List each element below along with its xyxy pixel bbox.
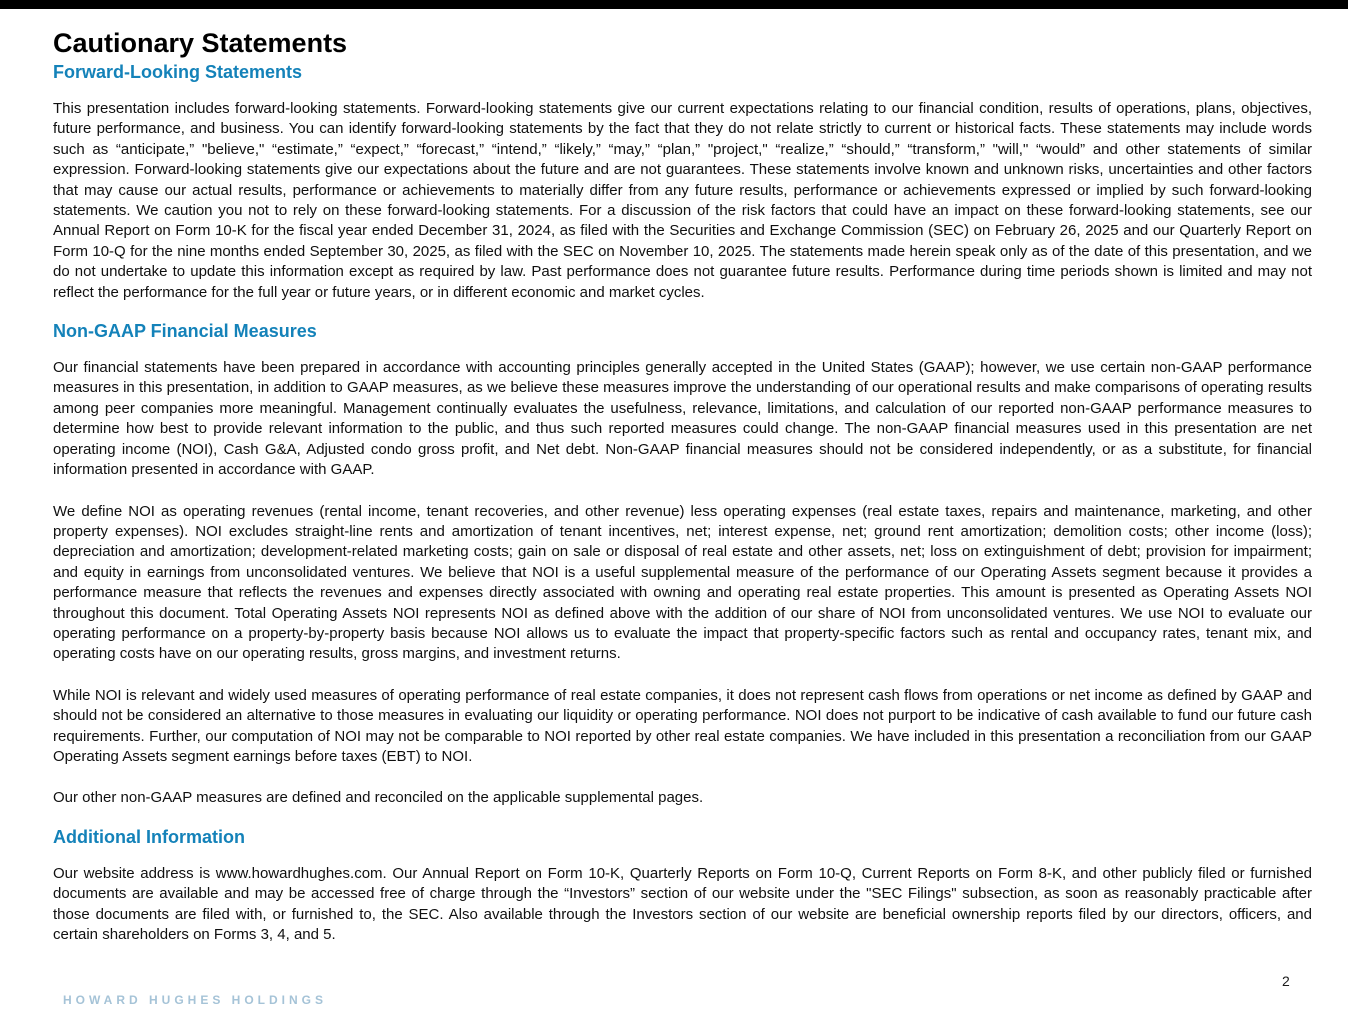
paragraph-noi-limitations: While NOI is relevant and widely used measures of operating performance of real estate companies, it does not represent cash flows from operations or net income as defined by GAAP and should not be considered an alternative to those measures in evaluating our liquidity or operating performance. NOI does not purport to be indicative of cash available to fund our future cash requirements. Further, our computation of NOI may not be comparable to NOI reported by other real estate companies. We have included in this presentation a reconciliation from our GAAP Operating Assets segment earnings before taxes (EBT) to NOI. (53, 686, 1312, 765)
paragraph-additional-information: Our website address is www.howardhughes.com. Our Annual Report on Form 10-K, Quarterly Reports on Form 10-Q, Current Reports on Form 8-K, and other publicly filed or furnished documents are available and may be accessed free of charge through the “Investors” section of our website under the "SEC Filings" subsection, as soon as reasonably practicable after those documents are filed with, or furnished to, the SEC. Also available through the Investors section of our website are beneficial ownership reports filed by our directors, officers, and certain shareholders on Forms 3, 4, and 5. (53, 864, 1312, 943)
page-number: 2 (1282, 973, 1290, 989)
company-wordmark: HOWARD HUGHES HOLDINGS (63, 993, 328, 1007)
paragraph-forward-looking: This presentation includes forward-looking statements. Forward-looking statements give our current expectations relating to our financial condition, results of operations, plans, objectives, future performance, and business. You can identify forward-looking statements by the fact that they do not relate strictly to current or historical facts. These statements may include words such as “anticipate,” "believe," “estimate,” “expect,” “forecast,” “intend,” “likely,” “may,” “plan,” "project," “realize,” “should,” “transform,” "will," “would” and other statements of similar expression. Forward-looking statements give our expectations about the future and are not guarantees. These statements involve known and unknown risks, uncertainties and other factors that may cause our actual results, performance or achievements to materially differ from any future results, performance or achievements expressed or implied by such forward-looking statements. We caution you not to rely on these forward-looking statements. For a discussion of the risk factors that could have an impact on these forward-looking statements, see our Annual Report on Form 10-K for the fiscal year ended December 31, 2024, as filed with the Securities and Exchange Commission (SEC) on February 26, 2025 and our Quarterly Report on Form 10-Q for the nine months ended September 30, 2025, as filed with the SEC on November 10, 2025. The statements made herein speak only as of the date of this presentation, and we do not undertake to update this information except as required by law. Past performance does not guarantee future results. Performance during time periods shown is limited and may not reflect the performance for the full year or future years, or in different economic and market cycles. (53, 100, 1312, 301)
top-black-bar (0, 0, 1348, 9)
paragraph-noi-definition: We define NOI as operating revenues (rental income, tenant recoveries, and other revenue) less operating expenses (real estate taxes, repairs and maintenance, marketing, and other property expenses). NOI excludes straight-line rents and amortization of tenant incentives, net; interest expense, net; ground rent amortization; demolition costs; other income (loss); depreciation and amortization; development-related marketing costs; gain on sale or disposal of real estate and other assets, net; loss on extinguishment of debt; provision for impairment; and equity in earnings from unconsolidated ventures. We believe that NOI is a useful supplemental measure of the performance of our Operating Assets segment because it provides a performance measure that reflects the revenues and expenses directly associated with owning and operating real estate properties. This amount is presented as Operating Assets NOI throughout this document. Total Operating Assets NOI represents NOI as defined above with the addition of our share of NOI from unconsolidated ventures. We use NOI to evaluate our operating performance on a property-by-property basis because NOI allows us to evaluate the impact that property-specific factors such as rental and occupancy rates, tenant mix, and operating costs have on our operating results, gross margins, and investment returns. (53, 502, 1312, 663)
section-heading-forward-looking-statements: Forward-Looking Statements (53, 62, 303, 82)
page-title: Cautionary Statements (53, 28, 348, 58)
section-heading-additional-information: Additional Information (53, 826, 245, 847)
section-heading-non-gaap-financial-measures: Non-GAAP Financial Measures (53, 321, 317, 342)
paragraph-non-gaap-overview: Our financial statements have been prepared in accordance with accounting principles generally accepted in the United States (GAAP); however, we use certain non-GAAP performance measures in this presentation, in addition to GAAP measures, as we believe these measures improve the understanding of our operational results and make comparisons of operating results among peer companies more meaningful. Management continually evaluates the usefulness, relevance, limitations, and calculation of our reported non-GAAP performance measures to determine how best to provide relevant information to the public, and thus such reported measures could change. The non-GAAP financial measures used in this presentation are net operating income (NOI), Cash G&A, Adjusted condo gross profit, and Net debt. Non-GAAP financial measures should not be considered independently, or as a substitute, for financial information presented in accordance with GAAP. (53, 359, 1312, 479)
paragraph-other-non-gaap-measures: Our other non-GAAP measures are defined and reconciled on the applicable supplemental pages. (53, 789, 704, 807)
slide-content (53, 27, 1312, 945)
